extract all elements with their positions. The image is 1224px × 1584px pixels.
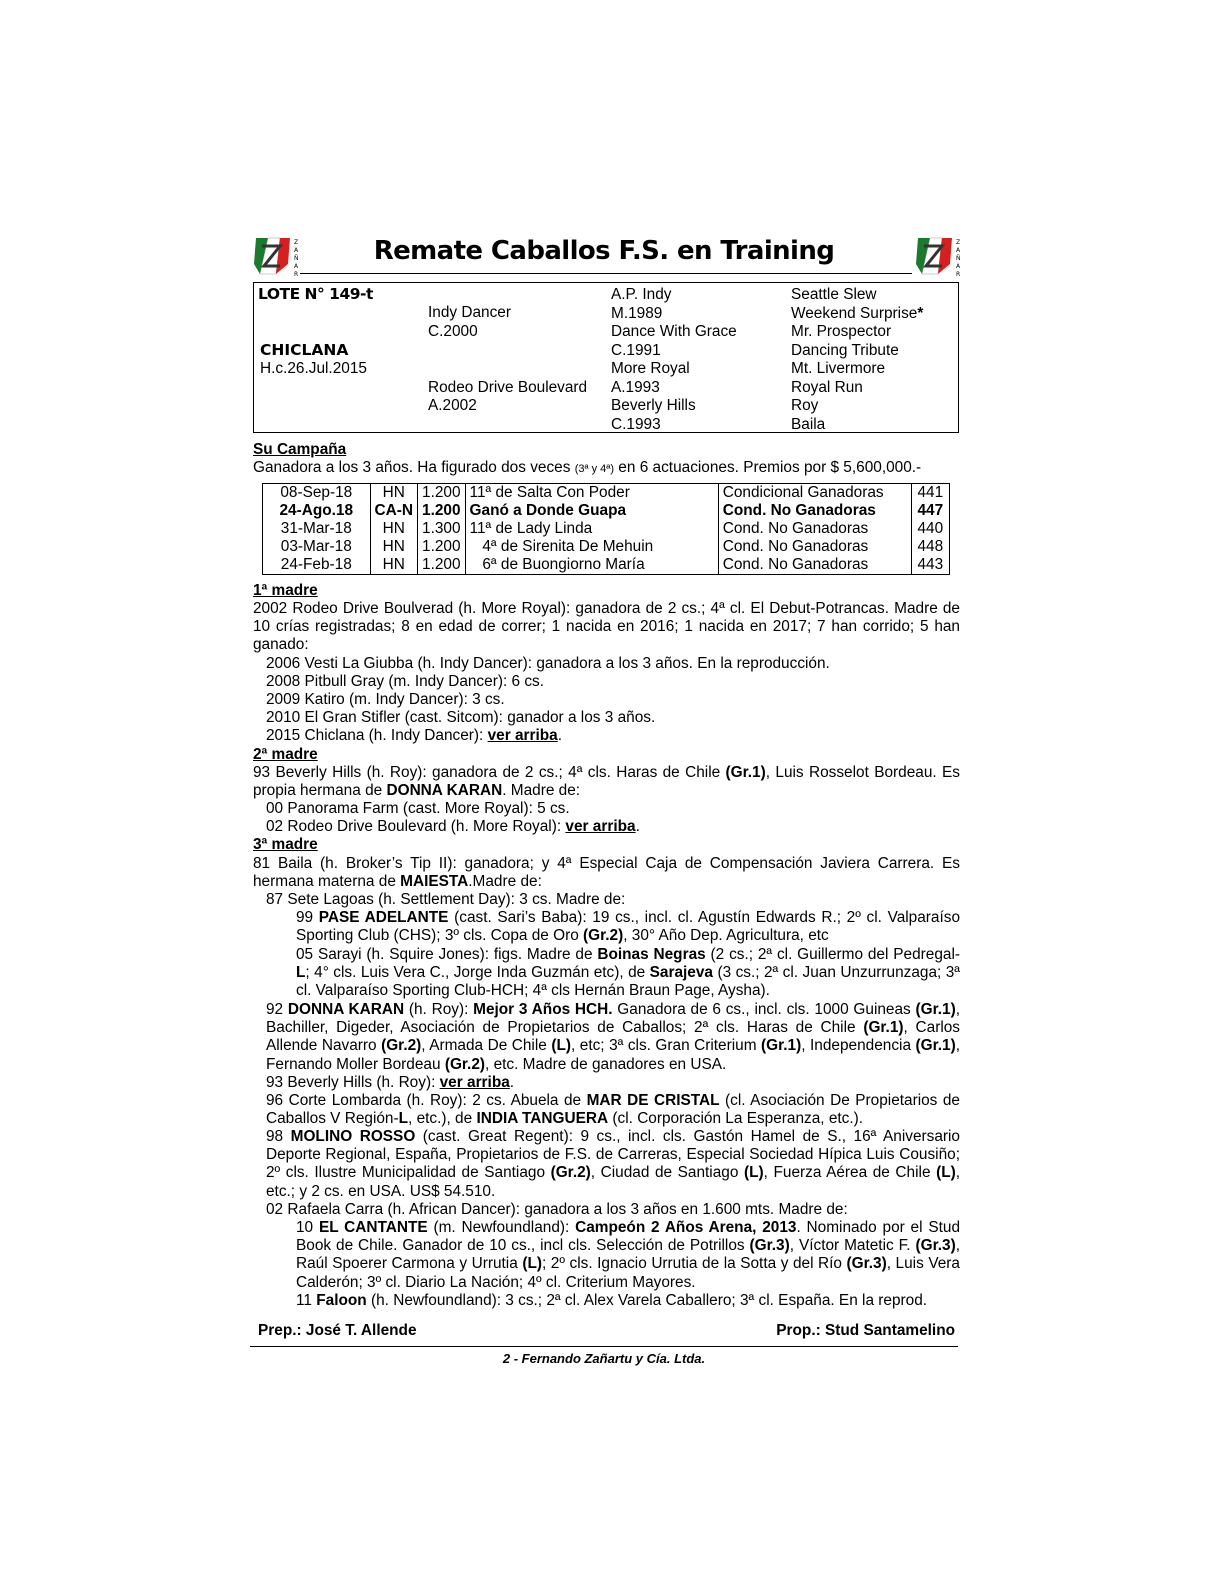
madre1-produce: 2006 Vesti La Giubba (h. Indy Dancer): ganadora a los 3 años. En la reproducción. (266, 655, 830, 672)
great-grandparent: Weekend Surprise* (791, 304, 924, 322)
table-row (263, 520, 950, 538)
madre3-grandchild-cantante: 10 EL CANTANTE (m. Newfoundland): Campeón 2 Años Arena, 2013. Nominado por el Stud Book de Chile. Ganador de 10 cs., incl cls. Selección de Potrillos (Gr.3), Víctor Matetic F. (Gr.3), Raúl Spoerer Carmona y Urrutia (L); 2º cls. Ignacio Urrutia de la Sotta y del Río (Gr.3), Luis Vera Calderón; 3º cl. Diario La Nación; 4º cl. Criterium Mayores. (296, 1219, 961, 1291)
table-cell-result: 6ª de Buongiorno María (465, 556, 718, 575)
madre2-heading: 2ª madre (253, 746, 318, 763)
table-cell-weight: 443 (917, 556, 944, 573)
svg-text:Ñ: Ñ (956, 255, 961, 262)
table-cell-result: Ganó a Donde Guapa (465, 502, 718, 520)
svg-text:Z: Z (956, 239, 961, 246)
madre3-produce-corte: 96 Corte Lombarda (h. Roy): 2 cs. Abuela de MAR DE CRISTAL (cl. Asociación De Propietarios de Caballos V Región-L, etc.), de INDIA TANGUERA (cl. Corporación La Esperanza, etc.). (266, 1092, 960, 1128)
grandparent: A.P. Indy (611, 286, 672, 303)
lote-number: LOTE N° 149-t (258, 285, 373, 303)
svg-text:A: A (956, 247, 961, 254)
madre2-produce: 00 Panorama Farm (cast. More Royal): 5 cs. (266, 800, 570, 817)
grandparent: M.1989 (611, 304, 663, 322)
great-grandparent: Seattle Slew (791, 286, 877, 303)
madre3-produce: 87 Sete Lagoas (h. Settlement Day): 3 cs. Madre de: (266, 891, 626, 908)
madre3-heading: 3ª madre (253, 836, 318, 853)
campaign-heading: Su Campaña (253, 441, 347, 458)
svg-text:Z: Z (294, 239, 299, 246)
grandparent: C.1991 (611, 341, 661, 359)
table-cell-result: 4ª de Sirenita De Mehuin (465, 538, 718, 556)
table-cell-date: 24-Feb-18 (263, 556, 371, 575)
campaign-summary: Ganadora a los 3 años. Ha figurado dos veces (3ª y 4ª) en 6 actuaciones. Premios por $ 5,600,000.- (253, 459, 922, 476)
great-grandparent: Mt. Livermore (791, 360, 886, 377)
table-row (263, 556, 950, 575)
madre3-intro: 81 Baila (h. Broker’s Tip II): ganadora; y 4ª Especial Caja de Compensación Javiera Carrera. Es hermana materna de MAIESTA.Madre de: (253, 855, 960, 891)
great-grandparent: Mr. Prospector (791, 323, 892, 340)
grandparent: Beverly Hills (611, 397, 696, 414)
madre1-intro: 2002 Rodeo Drive Boulverad (h. More Royal): ganadora de 2 cs.; 4ª cl. El Debut-Potrancas. Madre de 10 crías registradas; 8 en edad de correr; 1 nacida en 2016; 1 nacida en 2017; 7 han corrido; 5 han ganado: (253, 600, 960, 654)
table-cell-track: HN (370, 556, 417, 575)
madre1-produce: 2015 Chiclana (h. Indy Dancer): ver arriba. (266, 727, 563, 744)
svg-text:R: R (294, 271, 299, 278)
grandparents-column (611, 286, 737, 434)
madre3-produce-molino: 98 MOLINO ROSSO (cast. Great Regent): 9 cs., incl. cls. Gastón Hamel de S., 16ª Aniversario Deporte Regional, España, Propietarios de F.S. de Carreras, Especial Sociedad Hípica Luis Cousiño; 2º cls. Ilustre Municipalidad de Santiago (Gr.2), Ciudad de Santiago (L), Fuerza Aérea de Chile (L), etc.; y 2 cs. en USA. US$ 54.510. (266, 1128, 961, 1200)
table-cell-dist: 1.200 (418, 502, 466, 520)
dam-name: Rodeo Drive Boulevard (428, 379, 588, 396)
title-rule (300, 273, 912, 274)
horse-name: CHICLANA (260, 341, 349, 359)
madre3-grandchild-faloon: 11 Faloon (h. Newfoundland): 3 cs.; 2ª cl. Alex Varela Caballero; 3ª cl. España. En la reprod. (296, 1292, 928, 1309)
svg-text:A: A (956, 263, 961, 270)
table-cell-cond: Cond. No Ganadoras (718, 538, 911, 556)
grandparent: C.1993 (611, 415, 661, 433)
great-grandparent: Dancing Tribute (791, 341, 899, 359)
sire-year: C.2000 (428, 323, 478, 340)
table-cell-result: 11ª de Lady Linda (465, 520, 718, 538)
svg-text:A: A (294, 247, 299, 254)
grandparent: Dance With Grace (611, 323, 737, 340)
table-row (263, 538, 950, 556)
svg-text:R: R (956, 271, 961, 278)
table-cell-cond: Cond. No Ganadoras (718, 520, 911, 538)
table-cell-result: 11ª de Salta Con Poder (465, 484, 718, 503)
great-grandparent: Baila (791, 415, 826, 433)
sire-name: Indy Dancer (428, 304, 511, 321)
table-row (263, 502, 950, 520)
table-cell-date: 08-Sep-18 (263, 484, 371, 503)
table-cell-weight: 440 (917, 520, 944, 537)
madre1-produce: 2008 Pitbull Gray (m. Indy Dancer): 6 cs. (266, 673, 544, 690)
table-cell-track: CA-N (370, 502, 417, 520)
table-row (263, 484, 950, 503)
madre2-produce: 02 Rodeo Drive Boulevard (h. More Royal): ver arriba. (266, 818, 640, 835)
table-cell-dist: 1.200 (418, 556, 466, 575)
madre1-heading: 1ª madre (253, 582, 318, 599)
footer-rule (250, 1346, 958, 1347)
owner: Prop.: Stud Santamelino (776, 1322, 955, 1339)
table-cell-date: 24-Ago.18 (263, 502, 371, 520)
grandparent: A.1993 (611, 378, 660, 396)
page-title: Remate Caballos F.S. en Training (373, 236, 835, 266)
great-grandparents-column (791, 286, 923, 434)
great-grandparent: Royal Run (791, 378, 863, 396)
madre3-produce-donna: 92 DONNA KARAN (h. Roy): Mejor 3 Años HCH. Ganadora de 6 cs., incl. cls. 1000 Guineas (Gr.1), Bachiller, Digeder, Asociación de Propietarios de Caballos; 2ª cls. Haras de Chile (Gr.1), Carlos Allende Navarro (Gr.2), Armada De Chile (L), etc; 3ª cls. Gran Criterium (Gr.1), Independencia (Gr.1), Fernando Moller Bordeau (Gr.2), etc. Madre de ganadores en USA. (266, 1001, 961, 1073)
grandparent: More Royal (611, 360, 690, 377)
table-cell-cond: Cond. No Ganadoras (718, 502, 911, 520)
table-cell-dist: 1.300 (418, 520, 466, 538)
footer-company: 2 - Fernando Zañartu y Cía. Ltda. (502, 1351, 706, 1366)
svg-text:A: A (294, 263, 299, 270)
horse-info: H.c.26.Jul.2015 (260, 360, 367, 377)
table-cell-track: HN (370, 538, 417, 556)
table-cell-dist: 1.200 (418, 484, 466, 503)
madre2-intro: 93 Beverly Hills (h. Roy): ganadora de 2 cs.; 4ª cls. Haras de Chile (Gr.1), Luis Rosselot Bordeau. Es propia hermana de DONNA KARAN. Madre de: (253, 764, 961, 800)
table-cell-track: HN (370, 484, 417, 503)
table-cell-date: 03-Mar-18 (263, 538, 371, 556)
madre1-produce: 2009 Katiro (m. Indy Dancer): 3 cs. (266, 691, 505, 708)
madre3-produce: 93 Beverly Hills (h. Roy): ver arriba. (266, 1074, 515, 1091)
madre3-produce-rafaela: 02 Rafaela Carra (h. African Dancer): ganadora a los 3 años en 1.600 mts. Madre de: (266, 1201, 848, 1218)
dam-year: A.2002 (428, 397, 477, 414)
table-cell-weight: 447 (917, 502, 944, 519)
trainer: Prep.: José T. Allende (258, 1322, 417, 1339)
table-cell-cond: Cond. No Ganadoras (718, 556, 911, 575)
table-cell-date: 31-Mar-18 (263, 520, 371, 538)
great-grandparent: Roy (791, 397, 819, 414)
madre1-produce: 2010 El Gran Stifler (cast. Sitcom): ganador a los 3 años. (266, 709, 656, 726)
campaign-table (262, 483, 950, 575)
table-cell-track: HN (370, 520, 417, 538)
pedigree-box (253, 282, 959, 433)
table-cell-weight: 441 (917, 484, 944, 501)
svg-text:Ñ: Ñ (294, 255, 299, 262)
table-cell-cond: Condicional Ganadoras (718, 484, 911, 503)
madre3-grandchild-pase: 99 PASE ADELANTE (cast. Sari’s Baba): 19 cs., incl. cl. Agustín Edwards R.; 2º cl. Valparaíso Sporting Club (CHS); 3º cls. Copa de Oro (Gr.2), 30° Año Dep. Agricultura, etc (296, 909, 961, 945)
madre3-grandchild-sarayi: 05 Sarayi (h. Squire Jones): figs. Madre de Boinas Negras (2 cs.; 2ª cl. Guillermo del Pedregal-L; 4° cls. Luis Vera C., Jorge Inda Guzmán etc), de Sarajeva (3 cs.; 2ª cl. Juan Unzurrunzaga; 3ª cl. Valparaíso Sporting Club-HCH; 4ª cls Hernán Braun Page, Aysha). (296, 946, 960, 1000)
table-cell-weight: 448 (917, 538, 944, 555)
table-cell-dist: 1.200 (418, 538, 466, 556)
